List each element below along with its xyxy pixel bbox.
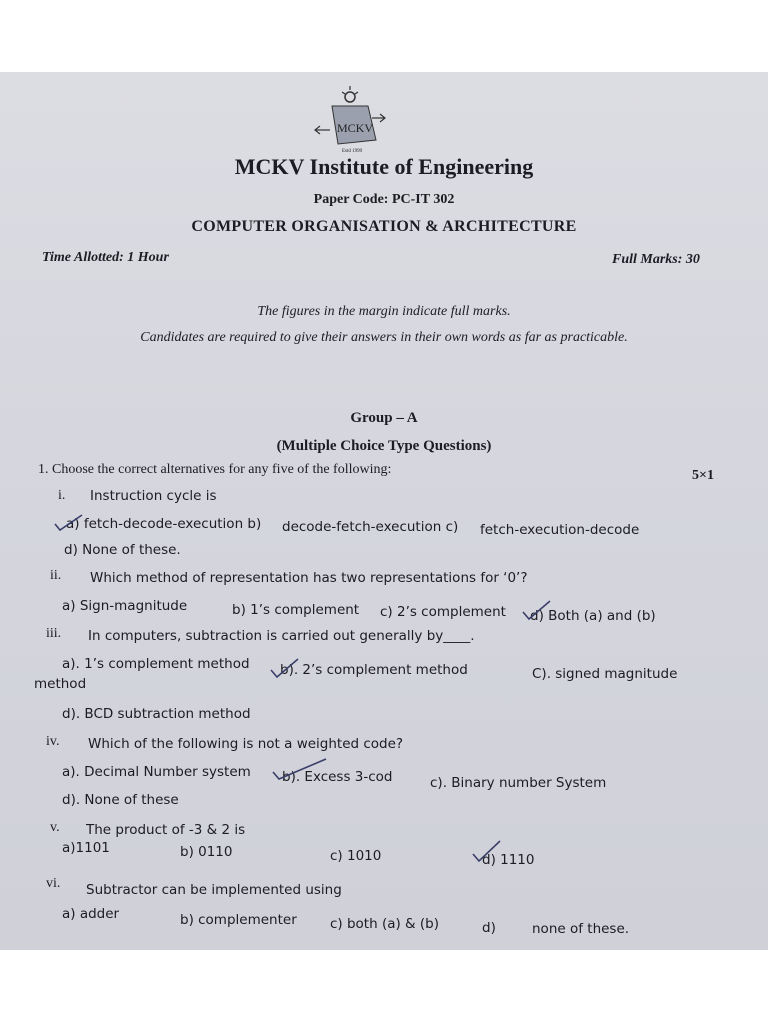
mcq-option: b). 2’s complement method: [280, 662, 468, 678]
mcq-option: b). Excess 3-cod: [282, 769, 393, 785]
mcq-option: none of these.: [532, 921, 630, 937]
mcq-question: The product of -3 & 2 is: [86, 822, 246, 838]
full-marks: Full Marks: 30: [612, 252, 700, 267]
answer-tick-mark: [268, 656, 302, 682]
answer-tick-mark: [520, 598, 554, 624]
mcq-option: fetch-execution-decode: [480, 522, 640, 538]
mcq-number: iv.: [46, 734, 60, 749]
mcq-number: vi.: [46, 876, 61, 891]
mcq-option: c) both (a) & (b): [330, 916, 439, 932]
mcq-option: d). BCD subtraction method: [62, 706, 251, 722]
mcq-option: a) adder: [62, 906, 120, 922]
mcq-question: Instruction cycle is: [90, 488, 217, 504]
logo-text: MCKV: [337, 121, 374, 135]
answer-tick-mark: [470, 838, 504, 866]
mcq-number: ii.: [50, 568, 62, 583]
mcq-option: a). 1’s complement method: [62, 656, 250, 672]
paper-code: Paper Code: PC-IT 302: [313, 192, 455, 207]
mcq-number: i.: [58, 488, 66, 503]
instruction-line: Candidates are required to give their answers in their own words as far as practicable.: [140, 330, 628, 345]
mcq-question: Which of the following is not a weighted code?: [88, 736, 404, 752]
mcq-option: d): [482, 920, 496, 936]
question-1-marks: 5×1: [692, 468, 714, 483]
institute-logo: [310, 82, 390, 154]
mcq-option: C). signed magnitude: [532, 666, 678, 682]
mcq-question: Which method of representation has two representations for ‘0’?: [90, 570, 528, 586]
mcq-question: In computers, subtraction is carried out generally by____.: [88, 628, 475, 644]
mcq-number: v.: [50, 820, 60, 835]
mcq-option: method: [34, 676, 87, 692]
mcq-option: d) 1110: [482, 852, 535, 868]
institute-name: MCKV Institute of Engineering: [234, 154, 534, 179]
mcq-option: a) Sign-magnitude: [62, 598, 188, 614]
mcq-option: d). None of these: [62, 792, 179, 808]
mcq-option: decode-fetch-execution c): [282, 519, 459, 535]
instruction-line: The figures in the margin indicate full marks.: [257, 304, 511, 319]
mcq-number: iii.: [46, 626, 62, 641]
mcq-option: a). Decimal Number system: [62, 764, 251, 780]
mcq-option: b) complementer: [180, 912, 297, 928]
mcq-option: a)1101: [62, 840, 110, 856]
answer-tick-mark: [270, 756, 330, 784]
subject-title: COMPUTER ORGANISATION & ARCHITECTURE: [191, 218, 577, 235]
mcq-option: b) 0110: [180, 844, 233, 860]
mcq-question: Subtractor can be implemented using: [86, 882, 342, 898]
group-subtitle: (Multiple Choice Type Questions): [276, 438, 492, 454]
mcq-option: c). Binary number System: [430, 775, 607, 791]
answer-tick-mark: [52, 512, 86, 534]
time-allotted: Time Allotted: 1 Hour: [42, 250, 169, 265]
mcq-option: b) 1’s complement: [232, 602, 360, 618]
logo-est: Estd 1999: [342, 149, 363, 154]
mcq-option: c) 2’s complement: [380, 604, 506, 620]
group-title: Group – A: [350, 410, 418, 426]
mcq-option: d) Both (a) and (b): [530, 608, 656, 624]
question-1-text: 1. Choose the correct alternatives for any five of the following:: [38, 462, 392, 477]
mcq-option: a) fetch-decode-execution b): [66, 516, 262, 532]
mcq-option: c) 1010: [330, 848, 382, 864]
exam-paper: [0, 72, 768, 950]
mcq-option: d) None of these.: [64, 542, 181, 558]
